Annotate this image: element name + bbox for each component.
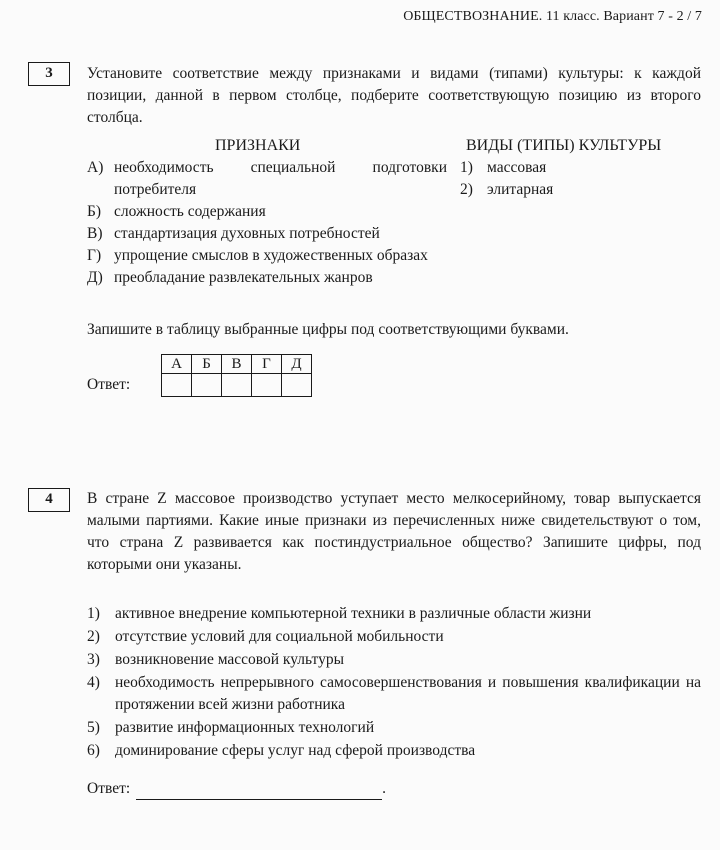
- answer-cell[interactable]: [252, 374, 282, 397]
- list-item: [87, 245, 447, 267]
- item-label: 2): [87, 628, 100, 645]
- answer-cell[interactable]: [192, 374, 222, 397]
- right-column-header: ВИДЫ (ТИПЫ) КУЛЬТУРЫ: [466, 137, 662, 154]
- item-text: возникновение массовой культуры: [115, 651, 345, 668]
- item-label: 2): [460, 181, 473, 198]
- list-item: [87, 223, 447, 245]
- list-item: [87, 157, 447, 201]
- list-item: [87, 717, 701, 739]
- left-column-header: ПРИЗНАКИ: [215, 137, 301, 154]
- item-label: 4): [87, 674, 100, 691]
- culture-types-list: [460, 157, 700, 201]
- item-text: элитарная: [487, 181, 554, 198]
- list-item: [87, 201, 447, 223]
- list-item: [460, 157, 700, 179]
- item-text: отсутствие условий для социальной мобильности: [115, 628, 444, 645]
- answer-cell[interactable]: [162, 374, 192, 397]
- features-list: [87, 157, 447, 289]
- task-4-text: В стране Z массовое производство уступает место мелкосерийному, товар выпускается малыми партиями. Какие иные признаки из перечисленных ниже свидетельствуют о том, что страна Z развивается как постиндустриальное общество? Запишите цифры, под которыми они указаны.: [87, 490, 701, 573]
- item-text: необходимость непрерывного самосовершенствования и повышения квалификации на протяжении всей жизни работника: [115, 674, 701, 713]
- table-header-cell: В: [222, 355, 252, 374]
- table-header-cell: А: [162, 355, 192, 374]
- list-item: [87, 267, 447, 289]
- item-text: развитие информационных технологий: [115, 719, 375, 736]
- list-item: [87, 672, 701, 716]
- list-item: [87, 603, 701, 625]
- answer-row: [87, 778, 386, 800]
- item-label: 5): [87, 719, 100, 736]
- item-label: Г): [87, 247, 102, 264]
- item-label: А): [87, 159, 104, 176]
- task-number-box: 3: [28, 62, 70, 86]
- item-label: В): [87, 225, 103, 242]
- table-header-cell: Б: [192, 355, 222, 374]
- item-text: массовая: [487, 159, 547, 176]
- table-instruction: Запишите в таблицу выбранные цифры под соответствующими буквами.: [87, 321, 569, 338]
- answer-input-line[interactable]: [136, 782, 382, 800]
- answer-cell[interactable]: [282, 374, 312, 397]
- item-text: активное внедрение компьютерной техники в различные области жизни: [115, 605, 592, 622]
- item-label: 3): [87, 651, 100, 668]
- item-text: упрощение смыслов в художественных образах: [114, 247, 428, 264]
- item-label: Д): [87, 269, 103, 286]
- list-item: [87, 740, 701, 762]
- answer-label: Ответ:: [87, 376, 131, 393]
- options-list: [87, 603, 701, 763]
- answer-label: Ответ:: [87, 780, 131, 797]
- item-label: 1): [87, 605, 100, 622]
- item-text: необходимость специальной подготовки потребителя: [114, 159, 447, 198]
- answer-table: [161, 354, 312, 397]
- table-header-cell: Г: [252, 355, 282, 374]
- item-text: преобладание развлекательных жанров: [114, 269, 373, 286]
- item-text: сложность содержания: [114, 203, 266, 220]
- item-label: Б): [87, 203, 102, 220]
- answer-end-dot: .: [382, 780, 387, 797]
- item-label: 1): [460, 159, 473, 176]
- list-item: [87, 626, 701, 648]
- item-text: стандартизация духовных потребностей: [114, 225, 380, 242]
- item-text: доминирование сферы услуг над сферой производства: [115, 742, 476, 759]
- list-item: [87, 649, 701, 671]
- table-header-cell: Д: [282, 355, 312, 374]
- item-label: 6): [87, 742, 100, 759]
- task-3-text: Установите соответствие между признаками и видами (типами) культуры: к каждой позиции, данной в первом столбце, подберите соответствующую позицию из второго столбца.: [87, 65, 701, 126]
- answer-cell[interactable]: [222, 374, 252, 397]
- task-number-box: 4: [28, 488, 70, 512]
- page-header: ОБЩЕСТВОЗНАНИЕ. 11 класс. Вариант 7 - 2 / 7: [403, 9, 702, 24]
- list-item: [460, 179, 700, 201]
